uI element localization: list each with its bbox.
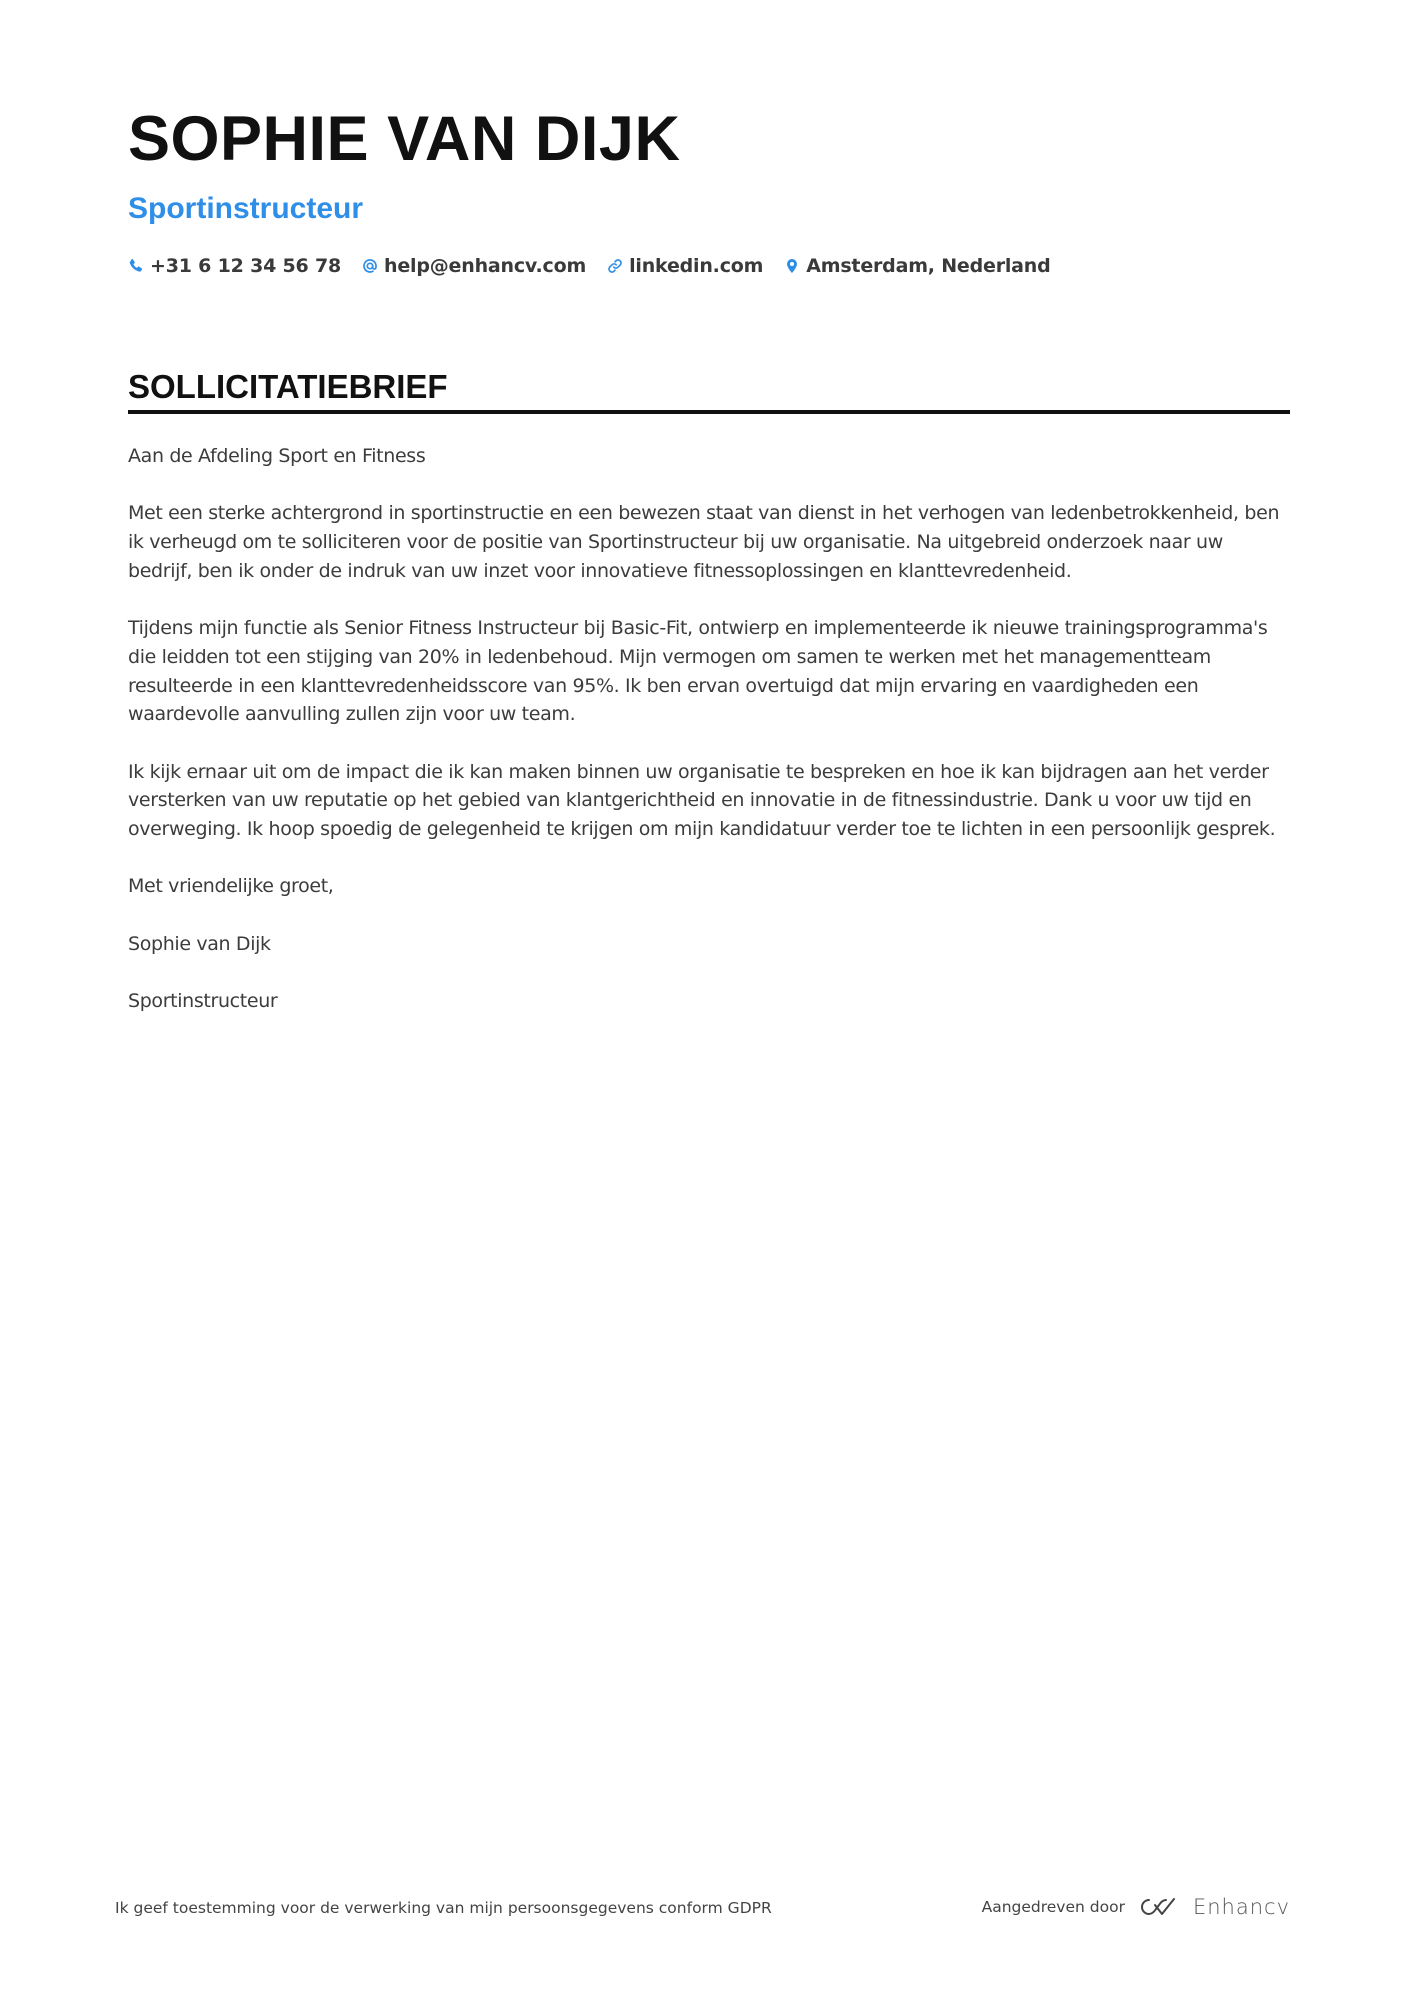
signature-title: Sportinstructeur xyxy=(128,990,278,1013)
letter-paragraph-2: Tijdens mijn functie als Senior Fitness Instructeur bij Basic-Fit, ontwierp en implementeerde ik nieuwe trainingsprogramma's die leidden tot een stijging van 20% in ledenbehoud. Mijn vermogen om samen te werken met het managementteam resulteerde in een klanttevredenheidsscore van 95%. Ik ben ervan overtuigd dat mijn ervaring en vaardigheden een waardevolle aanvulling zullen zijn voor uw team. xyxy=(128,617,1268,726)
section-title: SOLLICITATIEBRIEF xyxy=(128,368,448,405)
letter-closing: Met vriendelijke groet, xyxy=(128,875,334,898)
location-text: Amsterdam, Nederland xyxy=(806,255,1051,277)
contact-linkedin[interactable] xyxy=(607,255,763,277)
section-divider xyxy=(128,410,1290,414)
at-icon xyxy=(362,258,378,274)
contact-phone[interactable] xyxy=(128,255,341,277)
letter-salutation: Aan de Afdeling Sport en Fitness xyxy=(128,445,426,467)
powered-by-label: Aangedreven door xyxy=(981,1898,1125,1916)
gdpr-consent-text: Ik geef toestemming voor de verwerking van mijn persoonsgegevens conform GDPR xyxy=(115,1899,772,1917)
signature-name: Sophie van Dijk xyxy=(128,932,271,955)
enhancv-logo-icon xyxy=(1137,1895,1183,1919)
page-footer xyxy=(115,1895,1290,1925)
location-pin-icon xyxy=(784,258,800,274)
candidate-role: Sportinstructeur xyxy=(128,192,364,225)
phone-text: +31 6 12 34 56 78 xyxy=(150,255,342,277)
phone-icon xyxy=(128,258,144,274)
contact-bar xyxy=(128,255,1072,277)
contact-email[interactable] xyxy=(362,255,586,277)
linkedin-text: linkedin.com xyxy=(629,255,764,277)
candidate-name: SOPHIE VAN DIJK xyxy=(128,104,681,174)
link-icon xyxy=(607,258,623,274)
enhancv-brand-name: Enhancv xyxy=(1192,1895,1290,1919)
letter-paragraph-3: Ik kijk ernaar uit om de impact die ik kan maken binnen uw organisatie te bespreken en hoe ik kan bijdragen aan het verder versterken van uw reputatie op het gebied van klantgerichtheid en innovatie in de fitnessindustrie. Dank u voor uw tijd en overweging. Ik hoop spoedig de gelegenheid te krijgen om mijn kandidatuur verder toe te lichten in een persoonlijk gesprek. xyxy=(128,760,1276,841)
email-text: help@enhancv.com xyxy=(384,255,587,277)
letter-body xyxy=(128,442,1290,1045)
contact-location xyxy=(784,255,1050,277)
powered-by[interactable] xyxy=(982,1895,1290,1919)
letter-paragraph-1: Met een sterke achtergrond in sportinstructie en een bewezen staat van dienst in het verhogen van ledenbetrokkenheid, ben ik verheugd om te solliciteren voor de positie van Sportinstructeur bij uw organisatie. Na uitgebreid onderzoek naar uw bedrijf, ben ik onder de indruk van uw inzet voor innovatieve fitnessoplossingen en klanttevredenheid. xyxy=(128,502,1280,582)
